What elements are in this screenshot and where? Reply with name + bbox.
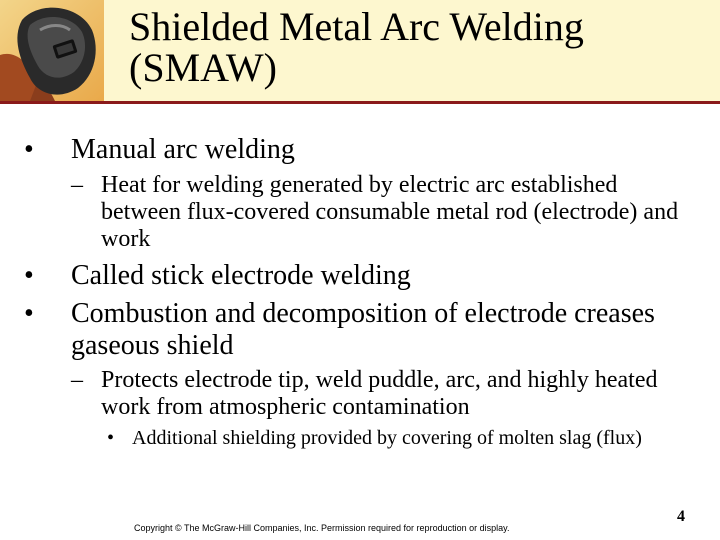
sub-bullet-item xyxy=(71,367,701,421)
sub-sub-bullet-item xyxy=(107,427,697,450)
sub-bullet-marker: – xyxy=(71,367,83,393)
sub-bullet-item xyxy=(71,172,681,253)
bullet-item xyxy=(24,134,691,166)
bullet-marker: • xyxy=(24,298,34,329)
slide-title: Shielded Metal Arc Welding (SMAW) xyxy=(129,4,584,90)
page-number: 4 xyxy=(677,508,685,525)
copyright-notice: Copyright © The McGraw-Hill Companies, Inc. Permission required for reproduction or display. xyxy=(134,523,510,533)
bullet-item xyxy=(24,260,691,292)
bullet-text: Combustion and decomposition of electrode creases gaseous shield xyxy=(71,298,655,361)
header-divider xyxy=(0,101,720,104)
welder-helmet-icon xyxy=(0,0,104,101)
bullet-item xyxy=(24,298,691,362)
sub-bullet-marker: – xyxy=(71,172,83,198)
sub-sub-bullet-marker: • xyxy=(107,427,115,449)
slide-header xyxy=(0,0,720,101)
bullet-marker: • xyxy=(24,260,34,291)
sub-bullet-text: Heat for welding generated by electric arc established between flux-covered consumable metal rod (electrode) and work xyxy=(101,172,679,252)
bullet-marker: • xyxy=(24,134,34,165)
bullet-text: Manual arc welding xyxy=(71,134,295,165)
sub-sub-bullet-text: Additional shielding provided by covering of molten slag (flux) xyxy=(132,427,642,449)
sub-bullet-text: Protects electrode tip, weld puddle, arc, and highly heated work from atmospheric contamination xyxy=(101,367,658,420)
bullet-text: Called stick electrode welding xyxy=(71,260,411,291)
